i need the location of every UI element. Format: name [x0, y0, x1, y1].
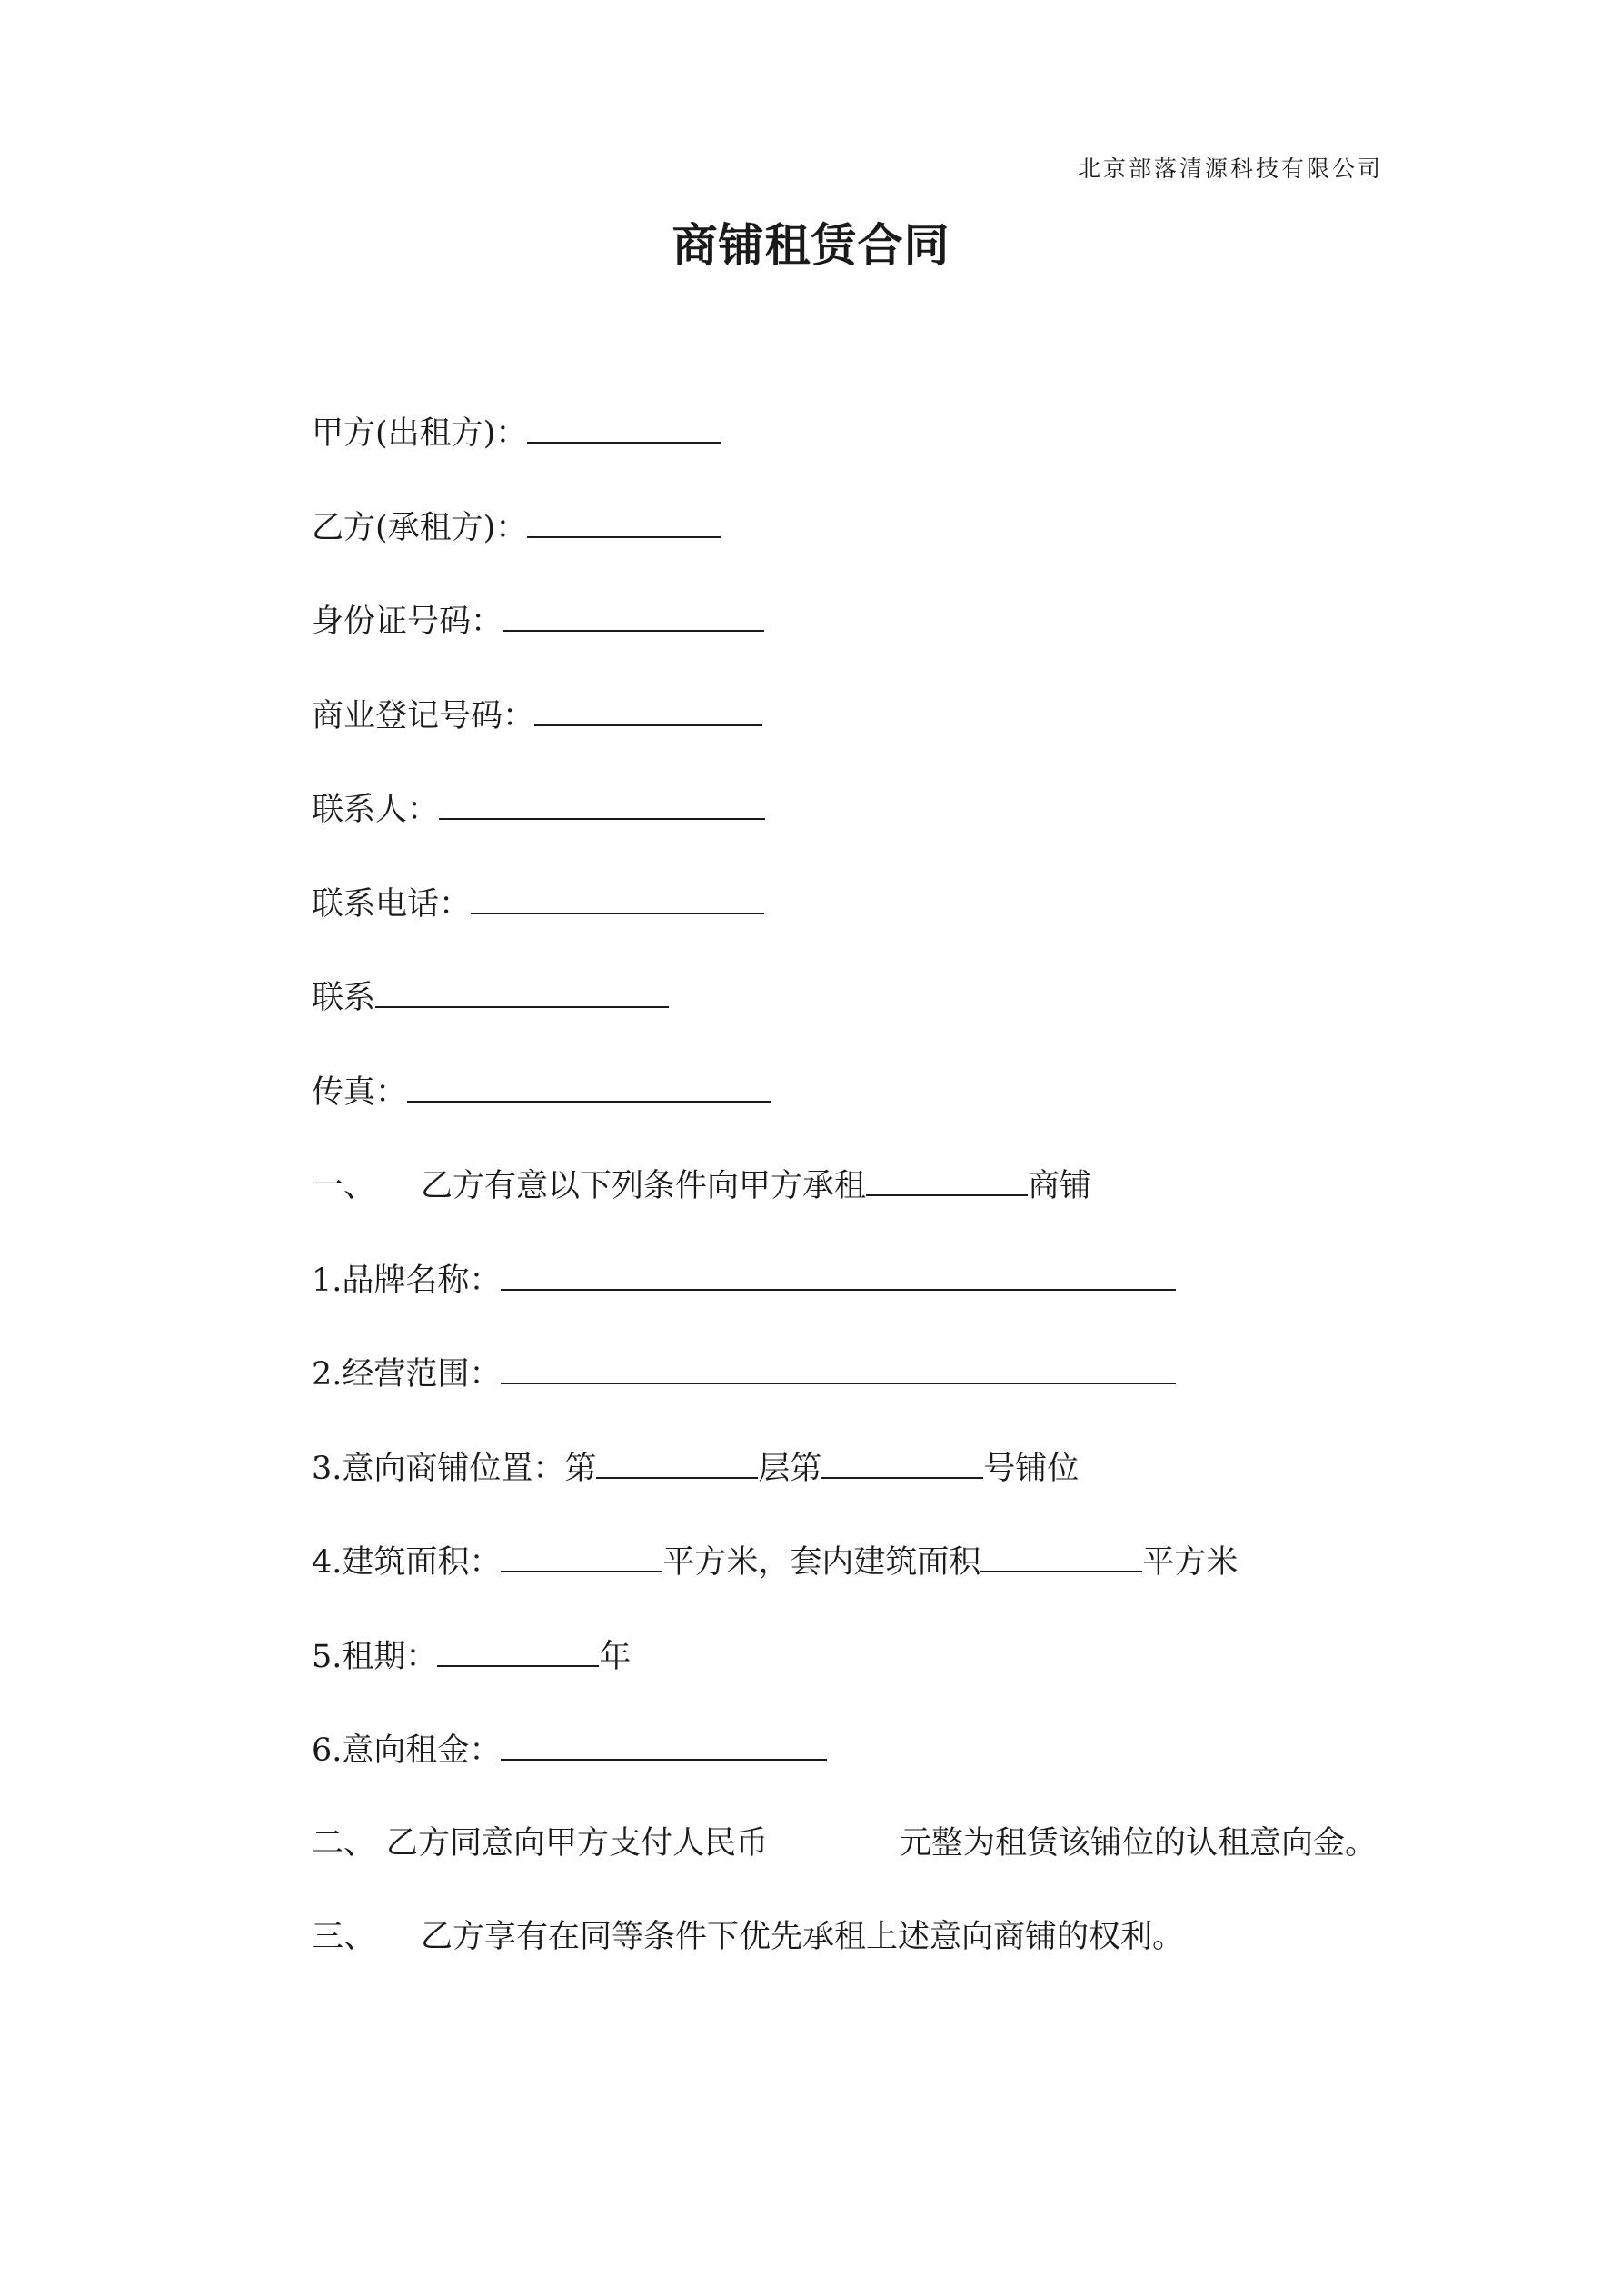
location-row [312, 1446, 1079, 1490]
clause-2-text: 乙方同意向甲方支付人民币 [386, 1825, 769, 1862]
contact-phone-label: 联系电话： [312, 886, 472, 923]
party-a-blank[interactable] [527, 411, 721, 444]
clause-1-prefix: 一、 [312, 1168, 376, 1204]
id-number-row [312, 599, 764, 643]
location-label: 3.意向商铺位置：第 [312, 1451, 597, 1487]
term-blank[interactable] [437, 1634, 599, 1667]
area-label: 4.建筑面积： [312, 1544, 502, 1581]
area-unit-end-text: 平方米 [1142, 1544, 1239, 1581]
building-area-blank[interactable] [501, 1540, 662, 1572]
scope-label: 2.经营范围： [312, 1356, 502, 1393]
clause-1-suffix: 商铺 [1028, 1168, 1092, 1204]
contact-phone-row [312, 882, 764, 925]
brand-blank[interactable] [501, 1258, 1176, 1291]
party-b-label: 乙方(承租方)： [312, 510, 528, 546]
clause-2-prefix: 二、 [312, 1825, 376, 1862]
fax-blank[interactable] [407, 1070, 771, 1103]
clause-3-text: 乙方享有在同等条件下优先承租上述意向商铺的权利。 [421, 1919, 1185, 1955]
contact-person-blank[interactable] [439, 787, 765, 820]
party-a-label: 甲方(出租方)： [312, 415, 528, 452]
contact-person-label: 联系人： [312, 792, 440, 828]
shop-name-blank[interactable] [866, 1163, 1028, 1196]
id-number-blank[interactable] [503, 599, 764, 632]
company-name: 北京部落清源科技有限公司 [1077, 155, 1383, 182]
brand-row [312, 1258, 1176, 1302]
party-a-row [312, 411, 721, 454]
fax-row [312, 1070, 771, 1113]
brand-label: 1.品牌名称： [312, 1263, 502, 1299]
term-row [312, 1634, 631, 1678]
inner-area-blank[interactable] [980, 1540, 1142, 1572]
floor-blank[interactable] [596, 1446, 758, 1479]
contact-blank[interactable] [375, 975, 669, 1008]
clause-3-prefix: 三、 [312, 1919, 376, 1955]
location-floor-text: 层第 [758, 1451, 822, 1487]
unit-blank[interactable] [821, 1446, 983, 1479]
id-number-label: 身份证号码： [312, 604, 503, 640]
contact-phone-blank[interactable] [471, 882, 764, 914]
contact-label: 联系 [312, 980, 376, 1016]
area-row [312, 1540, 1238, 1583]
rent-label: 6.意向租金： [312, 1732, 502, 1769]
contact-row [312, 975, 669, 1019]
business-reg-row [312, 694, 762, 737]
business-reg-label: 商业登记号码： [312, 698, 535, 734]
rent-blank[interactable] [501, 1728, 827, 1761]
term-unit-text: 年 [599, 1639, 632, 1675]
business-reg-blank[interactable] [534, 694, 762, 726]
clause-3 [312, 1916, 1184, 1958]
clause-1-text: 乙方有意以下列条件向甲方承租 [421, 1168, 867, 1204]
clause-2-suffix: 元整为租赁该铺位的认租意向金。 [900, 1825, 1378, 1862]
party-b-blank[interactable] [527, 505, 721, 538]
scope-row [312, 1352, 1176, 1395]
rent-row [312, 1728, 827, 1772]
clause-1 [312, 1163, 1091, 1207]
fax-label: 传真： [312, 1074, 408, 1111]
page-title: 商铺租赁合同 [672, 219, 950, 272]
clause-2 [312, 1822, 1377, 1864]
area-unit-text: 平方米，套内建筑面积 [662, 1544, 981, 1581]
contact-person-row [312, 787, 765, 831]
term-label: 5.租期： [312, 1639, 438, 1675]
scope-blank[interactable] [501, 1352, 1176, 1384]
location-unit-text: 号铺位 [983, 1451, 1080, 1487]
party-b-row [312, 505, 721, 549]
